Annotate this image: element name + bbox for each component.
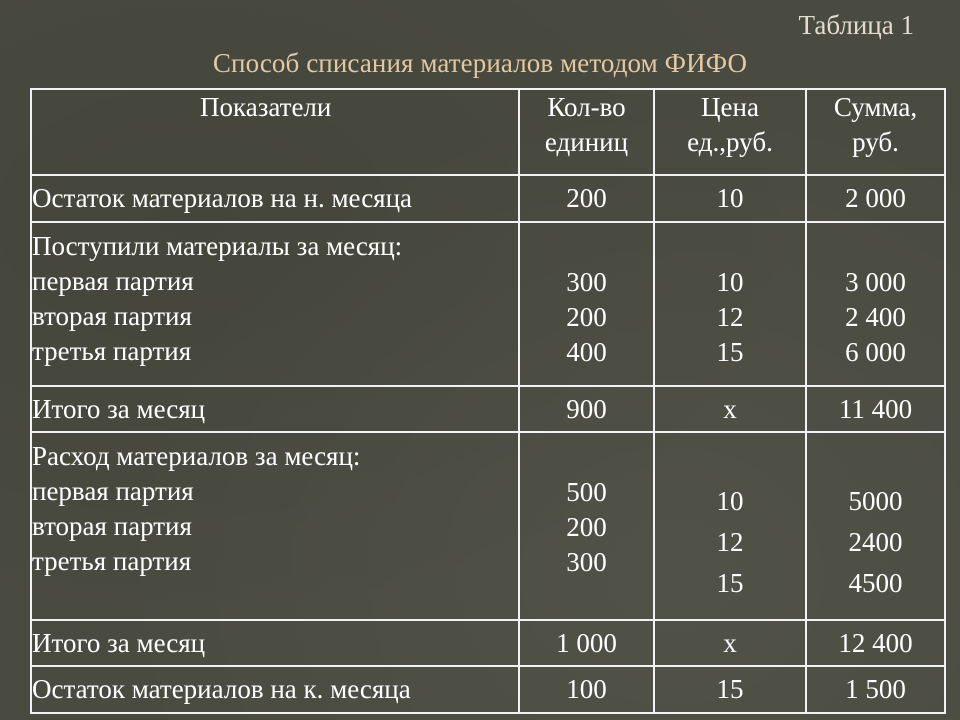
batch-qty: 200 — [566, 512, 607, 542]
batch-sum: 6 000 — [845, 337, 906, 367]
batch-label: вторая партия — [32, 511, 192, 541]
row-label: Итого за месяц — [31, 620, 519, 666]
batch-label: третья партия — [32, 336, 192, 366]
header-price-line: Цена — [701, 92, 759, 122]
batch-qty: 400 — [566, 337, 607, 367]
cell-qty — [519, 222, 654, 386]
cell-qty: 200 — [519, 175, 654, 222]
header-sum-line: Сумма, — [833, 92, 918, 122]
batch-qty: 300 — [566, 547, 607, 577]
cell-sum — [806, 222, 945, 386]
batch-price: 12 — [716, 527, 744, 557]
header-sum — [806, 89, 945, 175]
batch-sum: 2400 — [848, 527, 903, 557]
table-row-issued — [31, 432, 945, 620]
table-row-issued-total — [31, 620, 945, 666]
cell-price: х — [654, 386, 806, 432]
header-row — [31, 89, 945, 175]
batch-sum: 4500 — [848, 568, 903, 598]
cell-qty: 1 000 — [519, 620, 654, 666]
cell-price: 15 — [654, 666, 806, 713]
table-number: Таблица 1 — [798, 10, 914, 40]
cell-sum: 11 400 — [806, 386, 945, 432]
row-label — [31, 432, 519, 620]
cell-sum — [806, 432, 945, 620]
cell-qty — [519, 432, 654, 620]
header-indicator: Показатели — [31, 89, 519, 175]
cell-price — [654, 432, 806, 620]
header-price — [654, 89, 806, 175]
batch-price: 12 — [716, 302, 744, 332]
cell-price: 10 — [654, 175, 806, 222]
table-row-closing — [31, 666, 945, 713]
cell-qty: 100 — [519, 666, 654, 713]
group-label: Расход материалов за месяц: — [32, 441, 361, 471]
row-label: Остаток материалов на н. месяца — [31, 175, 519, 222]
header-qty-line: единиц — [544, 127, 629, 157]
batch-label: вторая партия — [32, 301, 192, 331]
batch-label: третья партия — [32, 546, 192, 576]
batch-sum: 5000 — [848, 486, 903, 516]
row-label: Итого за месяц — [31, 386, 519, 432]
header-qty-line: Кол-во — [547, 92, 626, 122]
table-row-received — [31, 222, 945, 386]
header-price-line: ед.,руб. — [687, 127, 773, 157]
batch-price: 15 — [716, 337, 744, 367]
cell-sum: 2 000 — [806, 175, 945, 222]
batch-sum: 3 000 — [845, 267, 906, 297]
batch-qty: 300 — [566, 267, 607, 297]
fifo-table — [30, 88, 946, 714]
cell-price — [654, 222, 806, 386]
row-label — [31, 222, 519, 386]
table-title: Способ списания материалов методом ФИФО — [212, 48, 748, 78]
cell-sum: 1 500 — [806, 666, 945, 713]
table-row-received-total — [31, 386, 945, 432]
group-label: Поступили материалы за месяц: — [32, 231, 403, 261]
batch-price: 15 — [716, 568, 744, 598]
header-qty — [519, 89, 654, 175]
cell-sum: 12 400 — [806, 620, 945, 666]
batch-price: 10 — [716, 486, 744, 516]
batch-label: первая партия — [32, 476, 194, 506]
header-sum-line: руб. — [852, 127, 899, 157]
batch-price: 10 — [716, 267, 744, 297]
cell-price: х — [654, 620, 806, 666]
cell-qty: 900 — [519, 386, 654, 432]
table-row-opening — [31, 175, 945, 222]
batch-label: первая партия — [32, 266, 194, 296]
batch-qty: 200 — [566, 302, 607, 332]
batch-sum: 2 400 — [845, 302, 906, 332]
batch-qty: 500 — [566, 477, 607, 507]
row-label: Остаток материалов на к. месяца — [31, 666, 519, 713]
